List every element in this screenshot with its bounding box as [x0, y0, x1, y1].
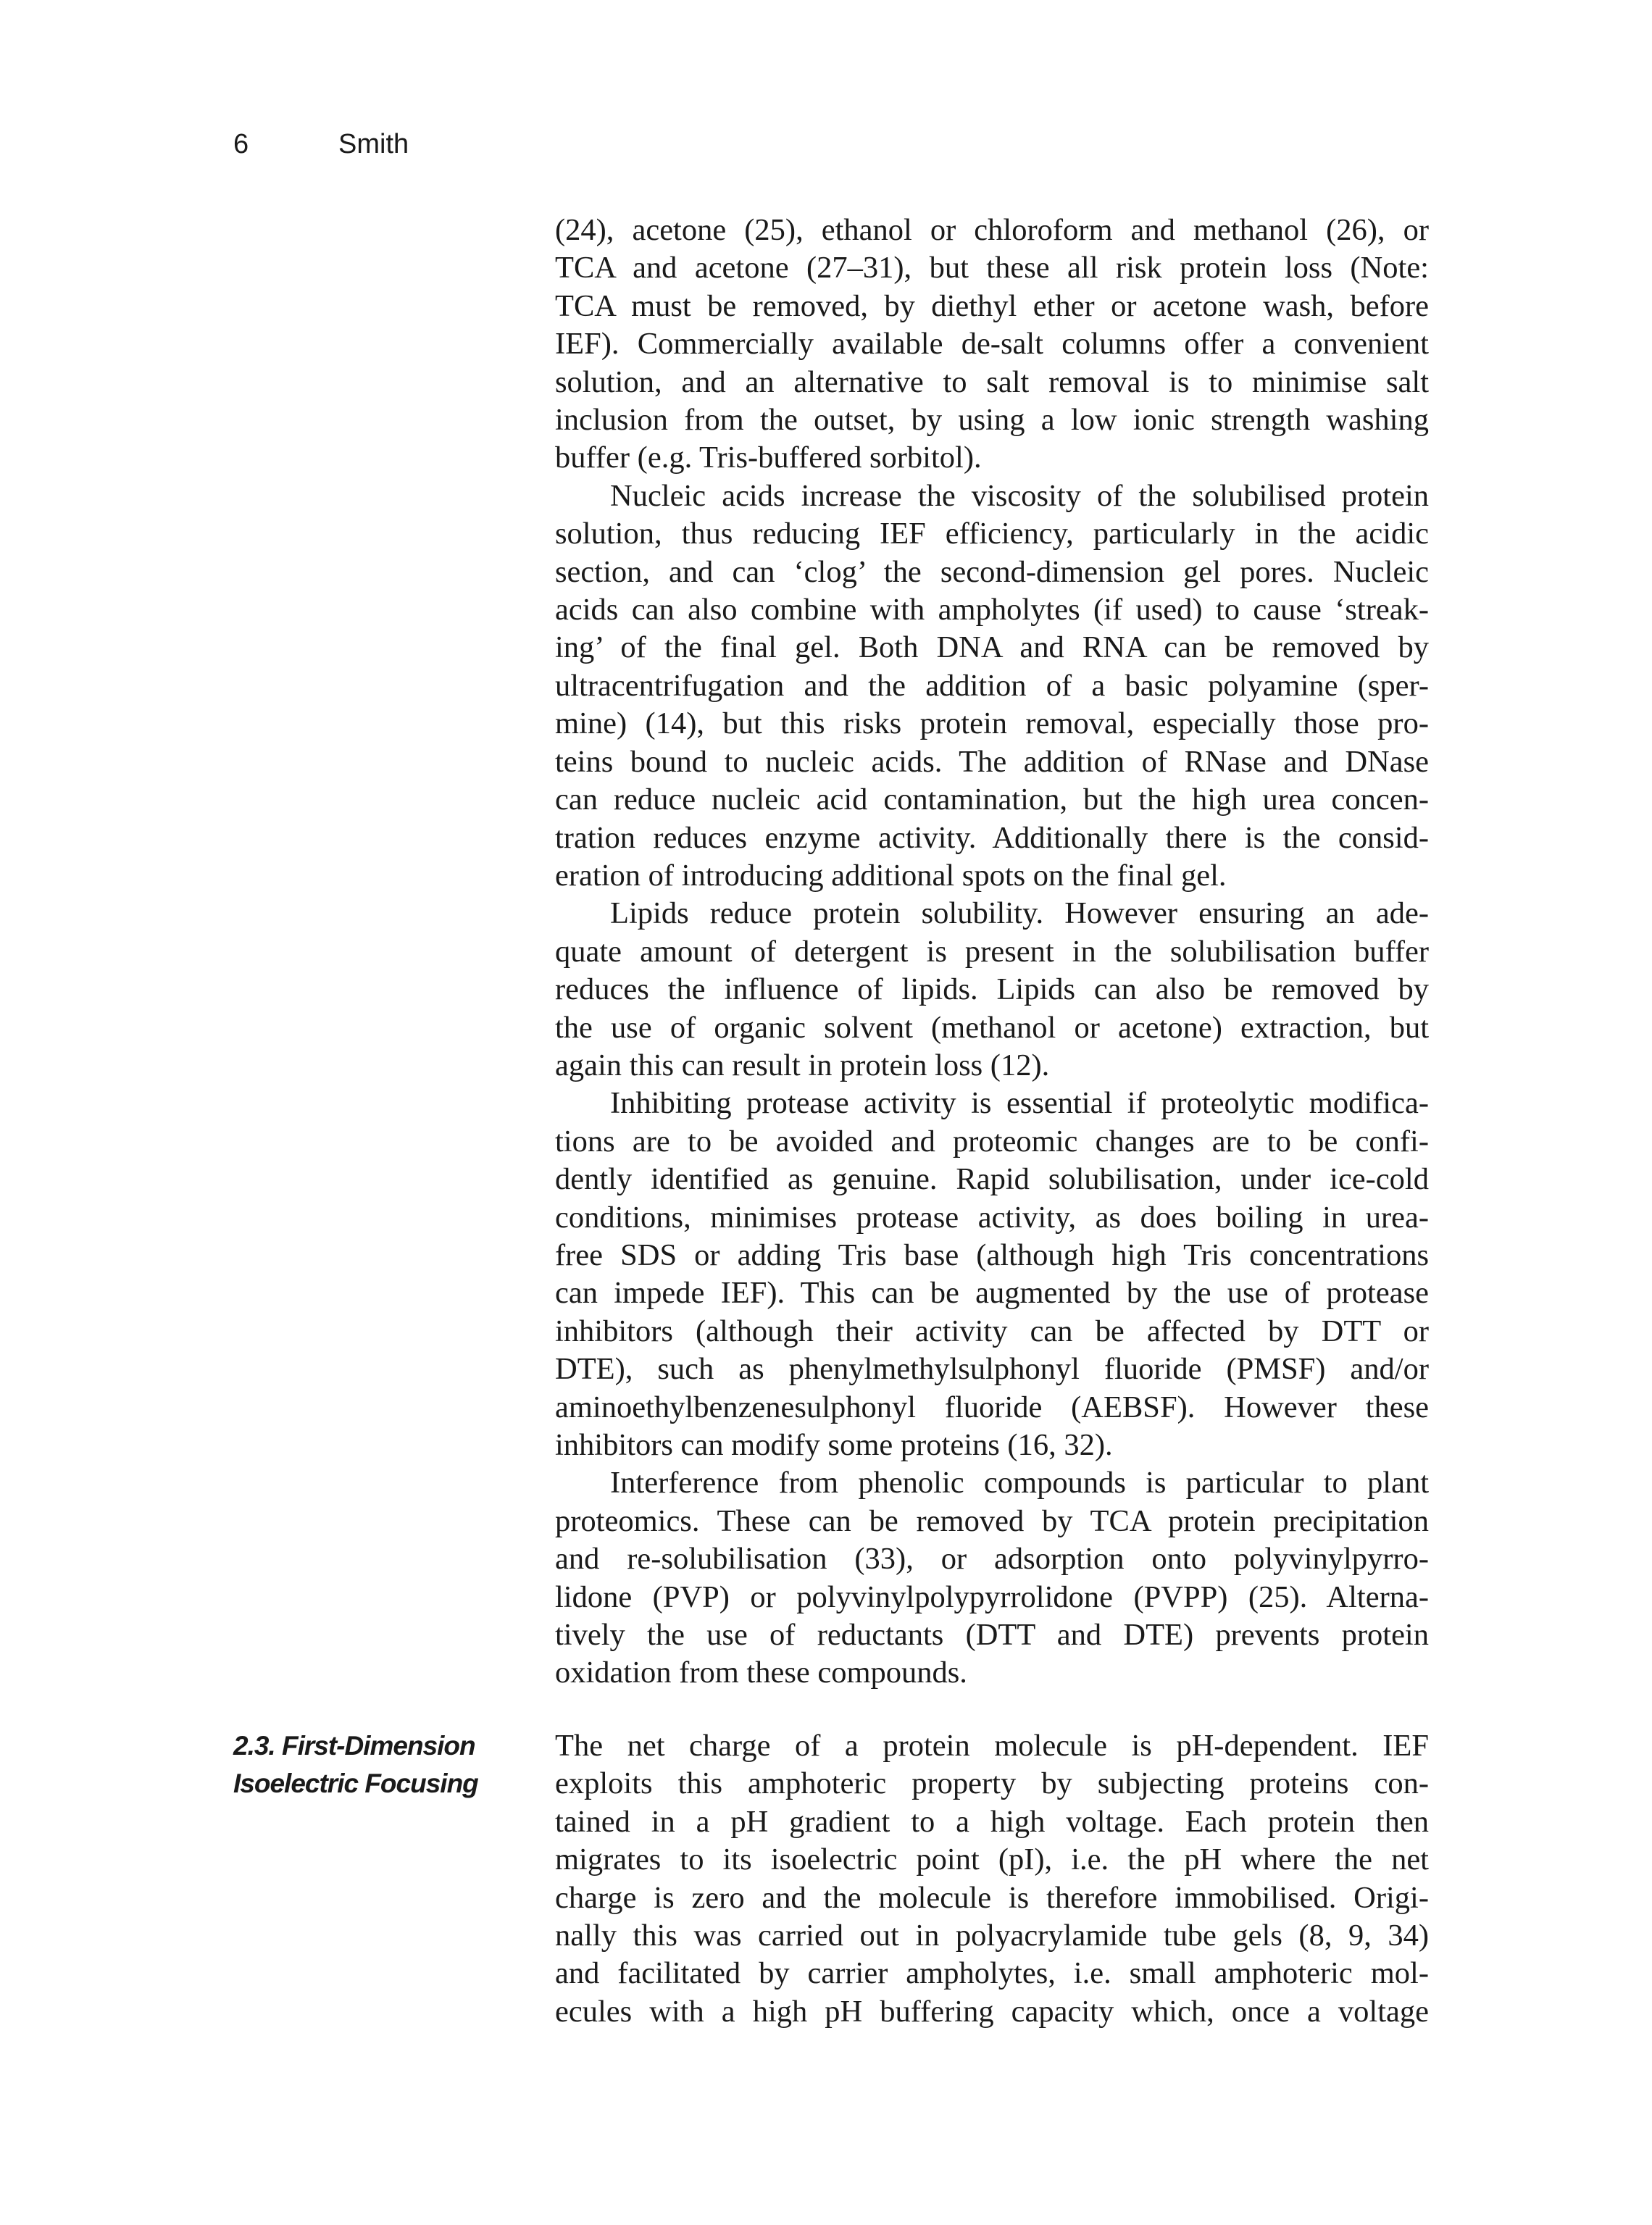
section-2-3-body [555, 1727, 1429, 2031]
text-line: conditions, minimises protease activity, as does boiling in urea- [555, 1200, 1429, 1235]
text-line: TCA must be removed, by diethyl ether or acetone wash, before [555, 288, 1429, 323]
text-line: can impede IEF). This can be augmented by the use of protease [555, 1276, 1429, 1311]
text-line: aminoethylbenzenesulphonyl fluoride (AEBSF). However these [555, 1390, 1429, 1424]
text-line: The net charge of a protein molecule is pH-dependent. IEF [555, 1729, 1429, 1763]
text-line: Inhibiting protease activity is essential if proteolytic modifica- [610, 1086, 1429, 1121]
paragraph-1 [555, 212, 1429, 477]
text-line: section, and can ‘clog’ the second-dimension gel pores. Nucleic [555, 554, 1429, 589]
text-line: buffer (e.g. Tris-buffered sorbitol). [555, 441, 982, 475]
text-line: can reduce nucleic acid contamination, but the high urea concen- [555, 782, 1429, 817]
text-line: and facilitated by carrier ampholytes, i.e. small amphoteric mol- [555, 1956, 1429, 1991]
body-text [555, 212, 1429, 1692]
text-line: reduces the influence of lipids. Lipids can also be removed by [555, 972, 1429, 1007]
text-line: IEF). Commercially available de-salt columns offer a convenient [555, 327, 1429, 362]
text-line: tions are to be avoided and proteomic changes are to be confi- [555, 1124, 1429, 1159]
text-line: inclusion from the outset, by using a low ionic strength washing [555, 403, 1429, 438]
text-line: DTE), such as phenylmethylsulphonyl fluoride (PMSF) and/or [555, 1352, 1429, 1387]
text-line: acids can also combine with ampholytes (if used) to cause ‘streak- [555, 593, 1429, 627]
text-line: ecules with a high pH buffering capacity which, once a voltage [555, 1994, 1429, 2029]
text-line: TCA and acetone (27–31), but these all risk protein loss (Note: [555, 251, 1429, 285]
page-number: 6 [233, 129, 249, 159]
text-line: eration of introducing additional spots on the final gel. [555, 858, 1227, 893]
paragraph-3 [555, 895, 1429, 1085]
text-line: inhibitors (although their activity can be affected by DTT or [555, 1314, 1429, 1348]
text-line: Lipids reduce protein solubility. However ensuring an ade- [610, 896, 1429, 931]
text-line: (24), acetone (25), ethanol or chloroform and methanol (26), or [555, 213, 1429, 247]
section-heading [233, 1727, 523, 1803]
text-line: ultracentrifugation and the addition of a basic polyamine (sper- [555, 668, 1429, 703]
text-line: the use of organic solvent (methanol or acetone) extraction, but [555, 1010, 1429, 1045]
paragraph-5 [555, 1464, 1429, 1692]
text-line: teins bound to nucleic acids. The addition of RNase and DNase [555, 744, 1429, 779]
text-line: tration reduces enzyme activity. Additionally there is the consid- [555, 820, 1429, 855]
text-line: solution, and an alternative to salt removal is to minimise salt [555, 364, 1429, 399]
text-line: again this can result in protein loss (12). [555, 1048, 1050, 1082]
text-line: dently identified as genuine. Rapid solubilisation, under ice-cold [555, 1162, 1429, 1197]
text-line: solution, thus reducing IEF efficiency, particularly in the acidic [555, 517, 1429, 551]
text-line: and re-solubilisation (33), or adsorption onto polyvinylpyrro- [555, 1542, 1429, 1577]
paragraph-4 [555, 1085, 1429, 1464]
text-line: inhibitors can modify some proteins (16, 32). [555, 1428, 1113, 1462]
text-line: nally this was carried out in polyacrylamide tube gels (8, 9, 34) [555, 1919, 1429, 1953]
text-line: charge is zero and the molecule is therefore immobilised. Origi- [555, 1880, 1429, 1915]
section-heading-line: 2.3. First-Dimension [233, 1731, 475, 1761]
paragraph-2 [555, 477, 1429, 895]
text-line: tained in a pH gradient to a high voltage. Each protein then [555, 1804, 1429, 1839]
text-line: ing’ of the final gel. Both DNA and RNA can be removed by [555, 630, 1429, 665]
text-line: proteomics. These can be removed by TCA protein precipitation [555, 1503, 1429, 1538]
section-heading-line: Isoelectric Focusing [233, 1769, 478, 1799]
text-line: migrates to its isoelectric point (pI), i.e. the pH where the net [555, 1842, 1429, 1877]
text-line: Interference from phenolic compounds is particular to plant [610, 1466, 1429, 1500]
text-line: mine) (14), but this risks protein removal, especially those pro- [555, 706, 1429, 741]
text-line: free SDS or adding Tris base (although high Tris concentrations [555, 1237, 1429, 1272]
text-line: lidone (PVP) or polyvinylpolypyrrolidone (PVPP) (25). Alterna- [555, 1579, 1429, 1614]
text-line: quate amount of detergent is present in the solubilisation buffer [555, 934, 1429, 969]
text-line: Nucleic acids increase the viscosity of the solubilised protein [610, 478, 1429, 513]
text-line: oxidation from these compounds. [555, 1656, 967, 1690]
text-line: exploits this amphoteric property by subjecting proteins con- [555, 1766, 1429, 1801]
running-head-author: Smith [338, 129, 409, 159]
text-line: tively the use of reductants (DTT and DTE) prevents protein [555, 1618, 1429, 1653]
